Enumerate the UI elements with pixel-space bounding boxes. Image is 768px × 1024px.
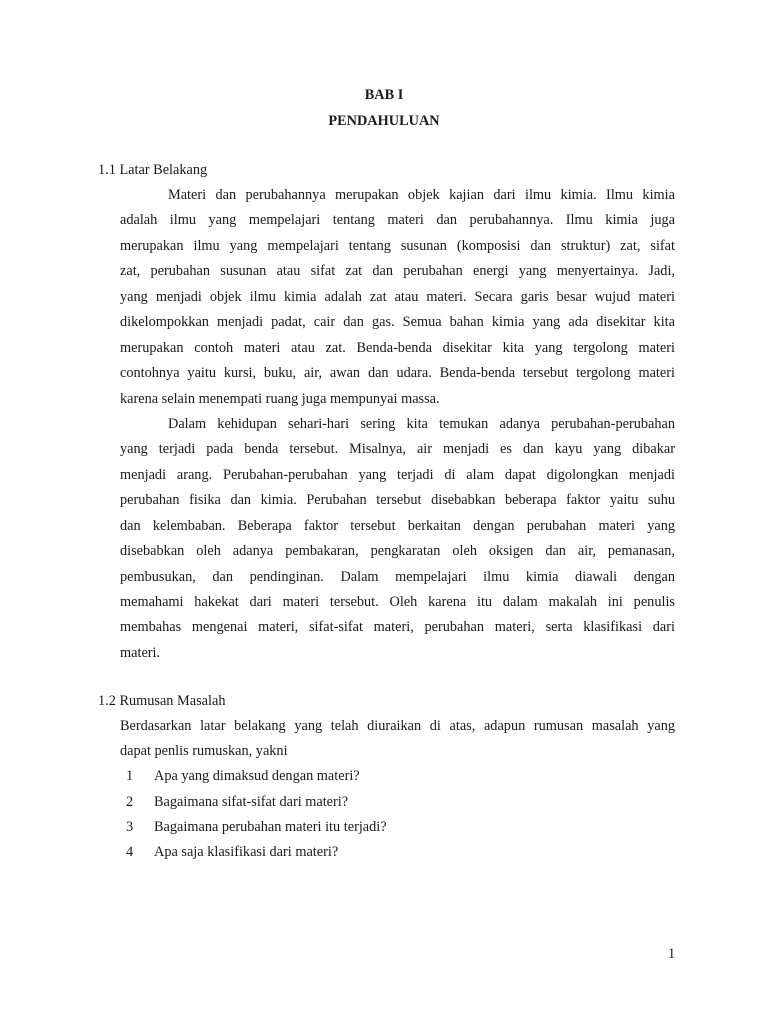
rumusan-masalah-body: [120, 714, 675, 865]
chapter-title: PENDAHULUAN: [328, 113, 440, 129]
list-item-text: Apa saja klasifikasi dari materi?: [154, 843, 339, 860]
paragraph-line: pembusukan, dan pendinginan. Dalam mempelajari ilmu kimia diawali dengan: [120, 568, 675, 585]
paragraph-line: dikelompokkan menjadi padat, cair dan gas. Semua bahan kimia yang ada disekitar kita: [120, 314, 675, 331]
chapter-header: [0, 82, 768, 134]
paragraph-line: zat, perubahan susunan atau sifat zat dan perubahan energi yang menyertainya. Jadi,: [120, 263, 675, 280]
list-item-number: 1: [126, 768, 134, 785]
chapter-label: BAB I: [364, 87, 404, 103]
section-heading-rumusan-masalah: 1.2 Rumusan Masalah: [98, 693, 226, 709]
list-item: [120, 840, 675, 865]
list-item-number: 4: [126, 843, 134, 860]
paragraph-line: yang terjadi pada benda tersebut. Misalnya, air menjadi es dan kayu yang dibakar: [120, 441, 675, 458]
paragraph-line: dan kelembaban. Beberapa faktor tersebut berkaitan dengan perubahan materi yang: [120, 517, 675, 534]
paragraph-line: merupakan contoh materi atau zat. Benda-benda disekitar kita yang tergolong materi: [120, 339, 675, 356]
page-number: 1: [668, 946, 676, 962]
paragraph-line: contohnya yaitu kursi, buku, air, awan dan udara. Benda-benda tersebut tergolong materi: [120, 365, 675, 382]
paragraph-line: karena selain menempati ruang juga mempunyai massa.: [120, 390, 440, 407]
paragraph-line: disebabkan oleh adanya pembakaran, pengkaratan oleh oksigen dan air, pemanasan,: [120, 543, 675, 560]
list-item: [120, 790, 675, 815]
latar-belakang-body: [120, 183, 675, 666]
section-heading-latar-belakang: 1.1 Latar Belakang: [98, 162, 208, 178]
intro-line: dapat penlis rumuskan, yakni: [120, 743, 288, 760]
paragraph-line: perubahan fisika dan kimia. Perubahan tersebut disebabkan beberapa faktor yaitu suhu: [120, 492, 675, 509]
paragraph-line: membahas mengenai materi, sifat-sifat materi, perubahan materi, serta klasifikasi dari: [120, 619, 675, 636]
paragraph-line: menjadi arang. Perubahan-perubahan yang terjadi di alam dapat digolongkan menjadi: [120, 466, 675, 483]
paragraph-line: Dalam kehidupan sehari-hari sering kita temukan adanya perubahan-perubahan: [168, 415, 675, 432]
list-item: [120, 815, 675, 840]
list-item-text: Apa yang dimaksud dengan materi?: [154, 768, 360, 785]
list-item-number: 2: [126, 793, 134, 810]
list-item-text: Bagaimana perubahan materi itu terjadi?: [154, 818, 387, 835]
paragraph-line: Materi dan perubahannya merupakan objek kajian dari ilmu kimia. Ilmu kimia: [168, 187, 675, 203]
paragraph-line: merupakan ilmu yang mempelajari tentang susunan (komposisi dan struktur) zat, sifat: [120, 237, 675, 254]
list-item-text: Bagaimana sifat-sifat dari materi?: [154, 793, 349, 810]
list-item-number: 3: [126, 818, 134, 835]
paragraph-line: yang menjadi objek ilmu kimia adalah zat atau materi. Secara garis besar wujud materi: [120, 288, 675, 305]
paragraph-line: materi.: [120, 644, 161, 661]
intro-line: Berdasarkan latar belakang yang telah diuraikan di atas, adapun rumusan masalah yang: [120, 718, 675, 734]
list-item: [120, 764, 675, 789]
paragraph-line: memahami hakekat dari materi tersebut. Oleh karena itu dalam makalah ini penulis: [120, 594, 675, 610]
paragraph-line: adalah ilmu yang mempelajari tentang materi dan perubahannya. Ilmu kimia juga: [120, 212, 675, 229]
